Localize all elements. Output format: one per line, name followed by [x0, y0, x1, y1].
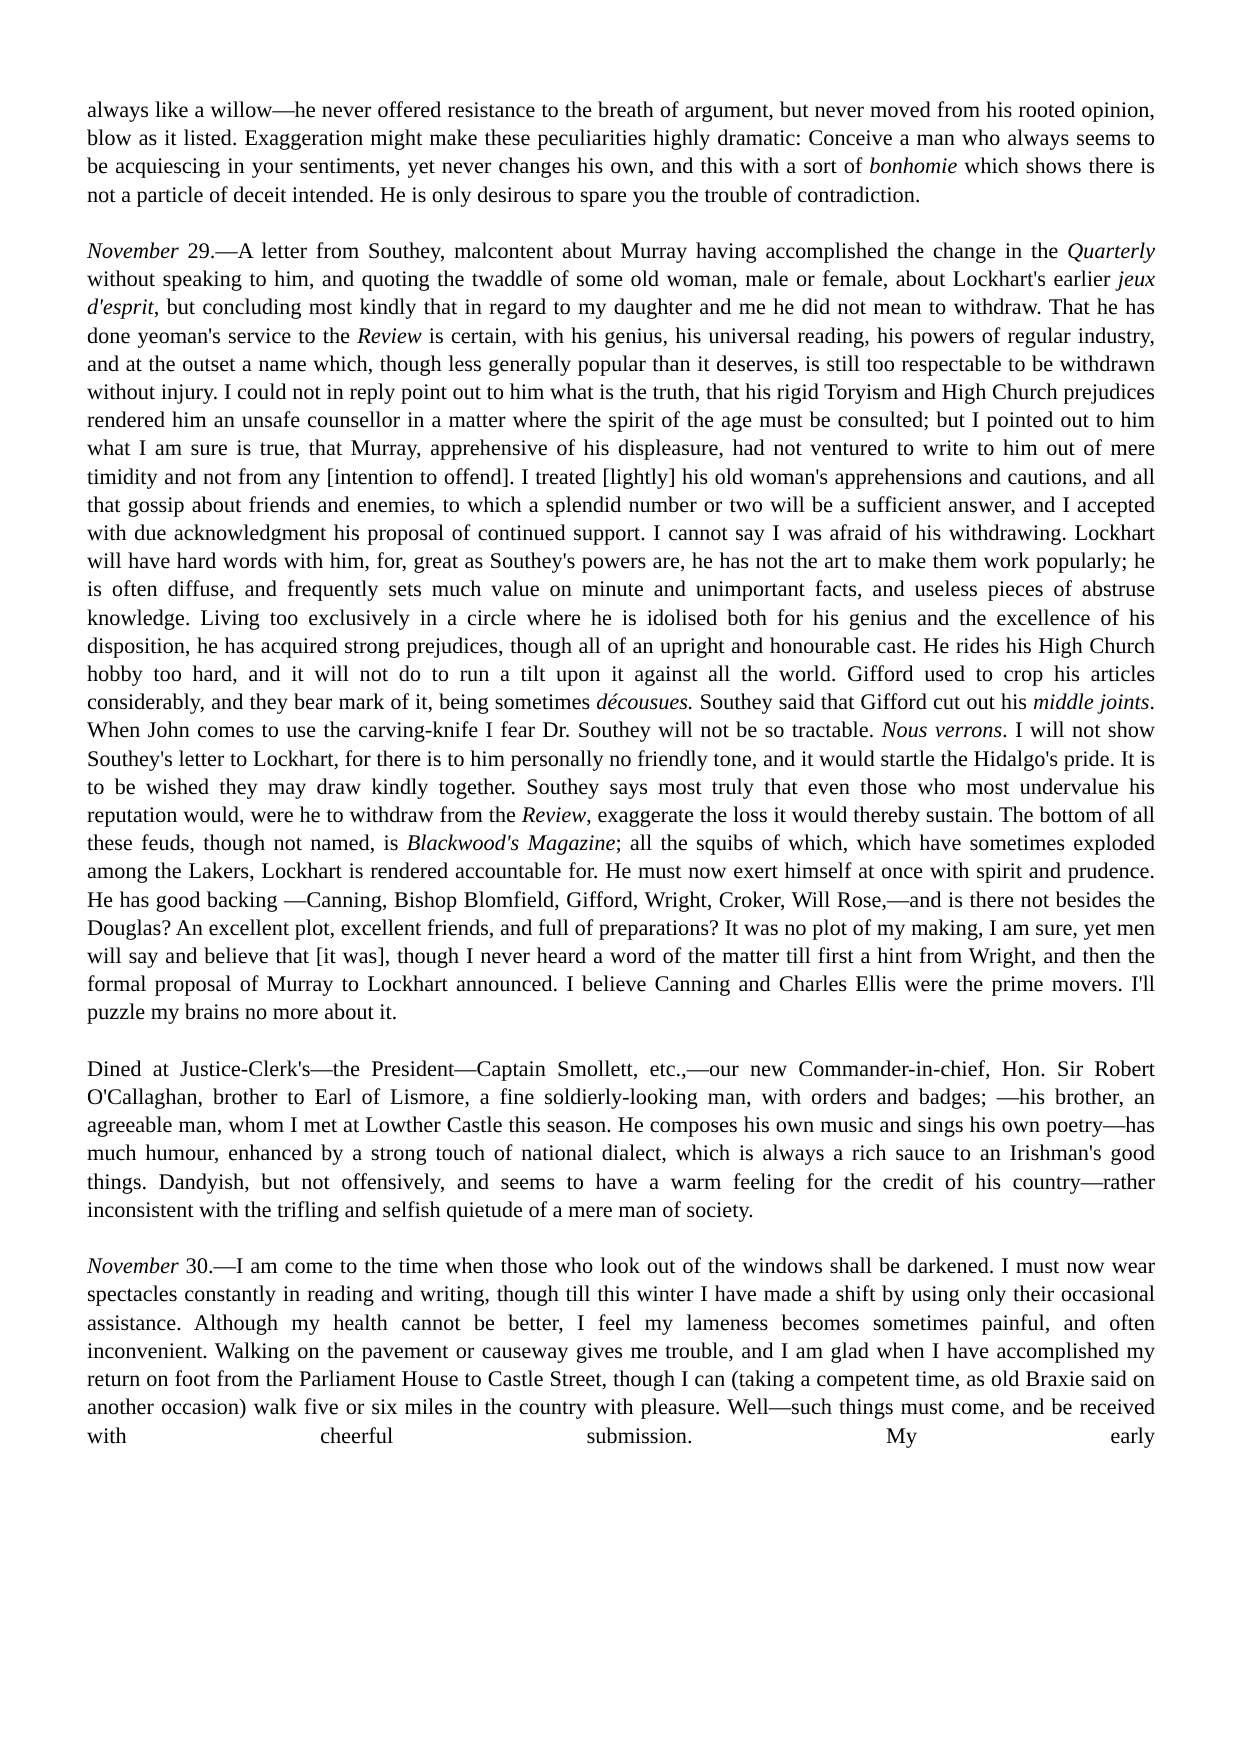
italic-text-run: middle joints	[1033, 689, 1150, 715]
text-run: Dined at Justice-Clerk's—the President—Captain Smollett, etc.,—our new Commander-in-chief, Hon. Sir Robert O'Callaghan, brother to Earl of Lismore, a fine soldierly-looking man, with orders and badges; —his brother, an agreeable man, whom I met at Lowther Castle this season. He composes his own music and sings his own poetry—has much humour, enhanced by a strong touch of national dialect, which is always a rich sauce to an Irishman's good things. Dandyish, but not offensively, and seems to have a warm feeling for the credit of his country—rather inconsistent with the trifling and selfish quietude of a mere man of society.	[87, 1055, 1155, 1222]
italic-text-run: November	[87, 1253, 179, 1279]
text-run: , exaggerate the loss it would thereby sustain. The bottom of all these feuds, though not named, is	[87, 802, 1155, 856]
paragraph-november-30	[87, 1252, 1155, 1449]
text-run: 30.—I am come to the time when those who look out of the windows shall be darkened. I must now wear spectacles constantly in reading and writing, though till this winter I have made a shift by using only their occasional assistance. Although my health cannot be better, I feel my lameness becomes sometimes painful, and often inconvenient. Walking on the pavement or causeway gives me trouble, and I am glad when I have accomplished my return on foot from the Parliament House to Castle Street, though I can (taking a competent time, as old Braxie said on another occasion) walk five or six miles in the country with pleasure. Well—such things must come, and be received with cheerful submission. My early	[87, 1253, 1155, 1448]
italic-text-run: November	[87, 238, 179, 263]
text-run: . When John comes to use the carving-knife I fear Dr. Southey will not be so tractable.	[87, 689, 1155, 743]
italic-text-run: Blackwood's Magazine	[406, 830, 616, 856]
italic-text-run: jeux d'esprit	[87, 266, 1155, 320]
text-run: . I will not show Southey's letter to Lockhart, for there is to him personally no friendly tone, and it would startle the Hidalgo's pride. It is to be wished they may draw kindly together. Southey says most truly that even those who most undervalue his reputation would, were he to withdraw from the	[87, 717, 1155, 828]
italic-text-run: bonhomie	[869, 153, 958, 179]
text-run: always like a willow—he never offered resistance to the breath of argument, but never moved from his rooted opinion, blow as it listed. Exaggeration might make these peculiarities highly dramatic: Conceive a man who always seems to be acquiescing in your sentiments, yet never changes his own, and this with a sort of	[87, 97, 1155, 179]
text-run: without speaking to him, and quoting the twaddle of some old woman, male or female, about Lockhart's earlier	[87, 266, 1118, 292]
book-page	[87, 96, 1155, 1450]
text-run: Southey said that Gifford cut out his	[693, 689, 1034, 715]
text-run: ; all the squibs of which, which have sometimes exploded among the Lakers, Lockhart is rendered accountable for. He must now exert himself at once with spirit and prudence. He has good backing —Canning, Bishop Blomfield, Gifford, Wright, Croker, Will Rose,—and is there not besides the Douglas? An excellent plot, excellent friends, and full of preparations? It was no plot of my making, I am sure, yet men will say and believe that [it was], though I never heard a word of the matter till first a hint from Wright, and then the formal proposal of Murray to Lockhart announced. I believe Canning and Charles Ellis were the prime movers. I'll puzzle my brains no more about it.	[87, 830, 1156, 1025]
italic-text-run: Review	[521, 802, 587, 828]
italic-text-run: décousues.	[596, 689, 694, 715]
text-run: 29.—A letter from Southey, malcontent about Murray having accomplished the change in the	[178, 238, 1068, 263]
paragraph-willow	[87, 96, 1155, 209]
text-run: which shows there is not a particle of deceit intended. He is only desirous to spare you the trouble of contradiction.	[87, 153, 1155, 207]
italic-text-run: Nous verrons	[881, 717, 1003, 743]
text-run: is certain, with his genius, his universal reading, his powers of regular industry, and at the outset a name which, though less generally popular than it deserves, is still too respectable to be withdrawn without injury. I could not in reply point out to him what is the truth, that his rigid Toryism and High Church prejudices rendered him an unsafe counsellor in a matter where the spirit of the age must be consulted; but I pointed out to him what I am sure is true, that Murray, apprehensive of his displeasure, had not ventured to write to him out of mere timidity and not from any [intention to offend]. I treated [lightly] his old woman's apprehensions and cautions, and all that gossip about friends and enemies, to which a splendid number or two will be a sufficient answer, and I accepted with due acknowledgment his proposal of continued support. I cannot say I was afraid of his withdrawing. Lockhart will have hard words with him, for, great as Southey's powers are, he has not the art to make them work popularly; he is often diffuse, and frequently sets much value on minute and unimportant facts, and useless pieces of abstruse knowledge. Living too exclusively in a circle where he is idolised both for his genius and the excellence of his disposition, he has acquired strong prejudices, though all of an upright and honourable cast. He rides his High Church hobby too hard, and it will not do to run a tilt upon it against all the world. Gifford used to crop his articles considerably, and they bear mark of it, being sometimes	[87, 322, 1155, 715]
italic-text-run: Review	[357, 322, 422, 348]
paragraph-dined-justice-clerk	[87, 1055, 1155, 1224]
text-run: , but concluding most kindly that in regard to my daughter and me he did not mean to withdraw. That he has done yeoman's service to the	[87, 294, 1155, 348]
paragraph-november-29	[87, 237, 1155, 1027]
italic-text-run: Quarterly	[1067, 238, 1155, 263]
